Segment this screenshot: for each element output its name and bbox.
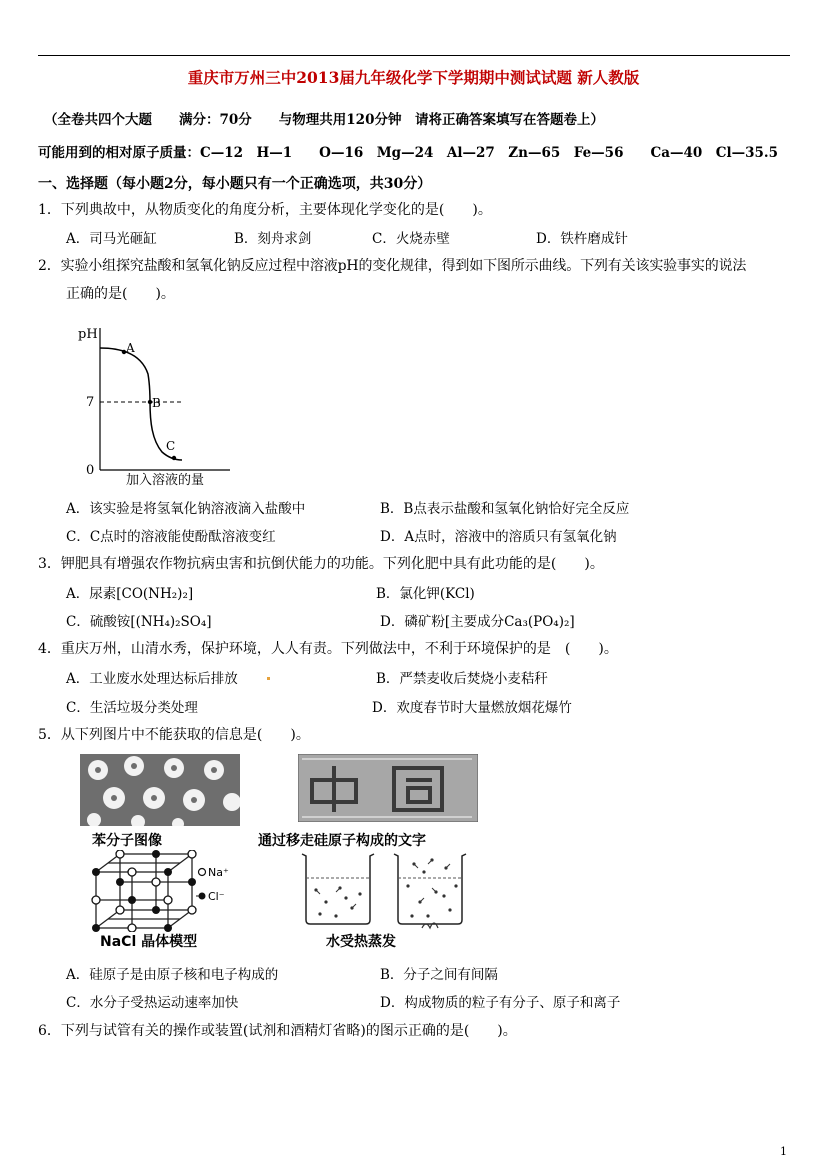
label-na: Na⁺ — [208, 866, 229, 879]
question-1-option-b: B．刻舟求剑 — [234, 231, 312, 247]
question-4-stem: 4．重庆万州，山清水秀，保护环境，人人有责。下列做法中，不利于环境保护的是 ( )。 — [38, 641, 618, 657]
point-c-marker — [172, 456, 176, 460]
question-2-option-b: B．B点表示盐酸和氢氧化钠恰好完全反应 — [380, 501, 630, 517]
silicon-atoms-image — [298, 754, 478, 822]
question-4-option-c: C．生活垃圾分类处理 — [66, 700, 198, 716]
question-5-stem: 5．从下列图片中不能获取的信息是( )。 — [38, 727, 310, 743]
question-5-option-c: C．水分子受热运动速率加快 — [66, 995, 239, 1011]
y-axis-label: pH — [78, 327, 98, 342]
water-evaporation-image — [296, 850, 476, 930]
question-5-option-b: B．分子之间有间隔 — [380, 967, 498, 983]
caption-benzene: 苯分子图像 — [92, 833, 162, 849]
question-1-option-c: C．火烧赤壁 — [372, 231, 450, 247]
question-2-option-c: C．C点时的溶液能使酚酞溶液变红 — [66, 529, 276, 545]
question-3-stem: 3．钾肥具有增强农作物抗病虫害和抗倒伏能力的功能。下列化肥中具有此功能的是( )。 — [38, 556, 604, 572]
nacl-crystal-model — [90, 850, 240, 932]
caption-silicon: 通过移走硅原子构成的文字 — [258, 833, 426, 849]
top-rule — [38, 55, 790, 56]
stray-mark — [267, 677, 270, 680]
question-6-stem: 6．下列与试管有关的操作或装置(试剂和酒精灯省略)的图示正确的是( )。 — [38, 1023, 517, 1039]
question-1-option-d: D．铁杵磨成针 — [536, 231, 628, 247]
question-3-option-c: C．硫酸铵[(NH₄)₂SO₄] — [66, 614, 212, 630]
page-number: 1 — [780, 1145, 787, 1158]
question-3-option-a: A．尿素[CO(NH₂)₂] — [66, 586, 194, 602]
question-2-stem-line2: 正确的是( )。 — [66, 286, 175, 302]
point-c-label: C — [166, 439, 176, 453]
section-heading: 一、选择题（每小题2分，每小题只有一个正确选项，共30分） — [38, 176, 432, 192]
question-4-option-a: A．工业废水处理达标后排放 — [66, 671, 238, 687]
question-5-option-a: A．硅原子是由原子核和电子构成的 — [66, 967, 279, 983]
label-cl: Cl⁻ — [208, 890, 225, 903]
exam-instructions: （全卷共四个大题 满分：70分 与物理共用120分钟 请将正确答案填写在答题卷上） — [44, 112, 604, 128]
ph-curve-figure — [70, 312, 240, 490]
x-axis-label: 加入溶液的量 — [126, 473, 205, 488]
question-2-option-a: A．该实验是将氢氧化钠溶液滴入盐酸中 — [66, 501, 306, 517]
tick-0: 0 — [86, 463, 95, 478]
question-4-option-d: D．欢度春节时大量燃放烟花爆竹 — [372, 700, 572, 716]
question-1-option-a: A．司马光砸缸 — [66, 231, 157, 247]
caption-water: 水受热蒸发 — [326, 934, 396, 950]
point-a-label: A — [126, 341, 135, 355]
question-1-stem: 1．下列典故中，从物质变化的角度分析，主要体现化学变化的是( )。 — [38, 202, 492, 218]
tick-7: 7 — [86, 395, 95, 410]
question-3-option-d: D．磷矿粉[主要成分Ca₃(PO₄)₂] — [380, 614, 575, 630]
page-title: 重庆市万州三中2013届九年级化学下学期期中测试试题 新人教版 — [187, 68, 640, 87]
question-5-option-d: D．构成物质的粒子有分子、原子和离子 — [380, 995, 621, 1011]
atomic-masses: 可能用到的相对原子质量：C—12 H—1 O—16 Mg—24 Al—27 Zn—65 Fe—56 Ca—40 Cl—35.5 — [38, 145, 778, 161]
question-4-option-b: B．严禁麦收后焚烧小麦秸秆 — [376, 671, 548, 687]
benzene-image — [80, 754, 240, 826]
question-3-option-b: B．氯化钾(KCl) — [376, 586, 475, 602]
question-2-option-d: D．A点时，溶液中的溶质只有氢氧化钠 — [380, 529, 617, 545]
question-2-stem-line1: 2．实验小组探究盐酸和氢氧化钠反应过程中溶液pH的变化规律，得到如下图所示曲线。下列有关该实验事实的说法 — [38, 258, 747, 274]
caption-nacl: NaCl 晶体模型 — [100, 934, 198, 950]
point-b-label: B — [152, 396, 161, 410]
